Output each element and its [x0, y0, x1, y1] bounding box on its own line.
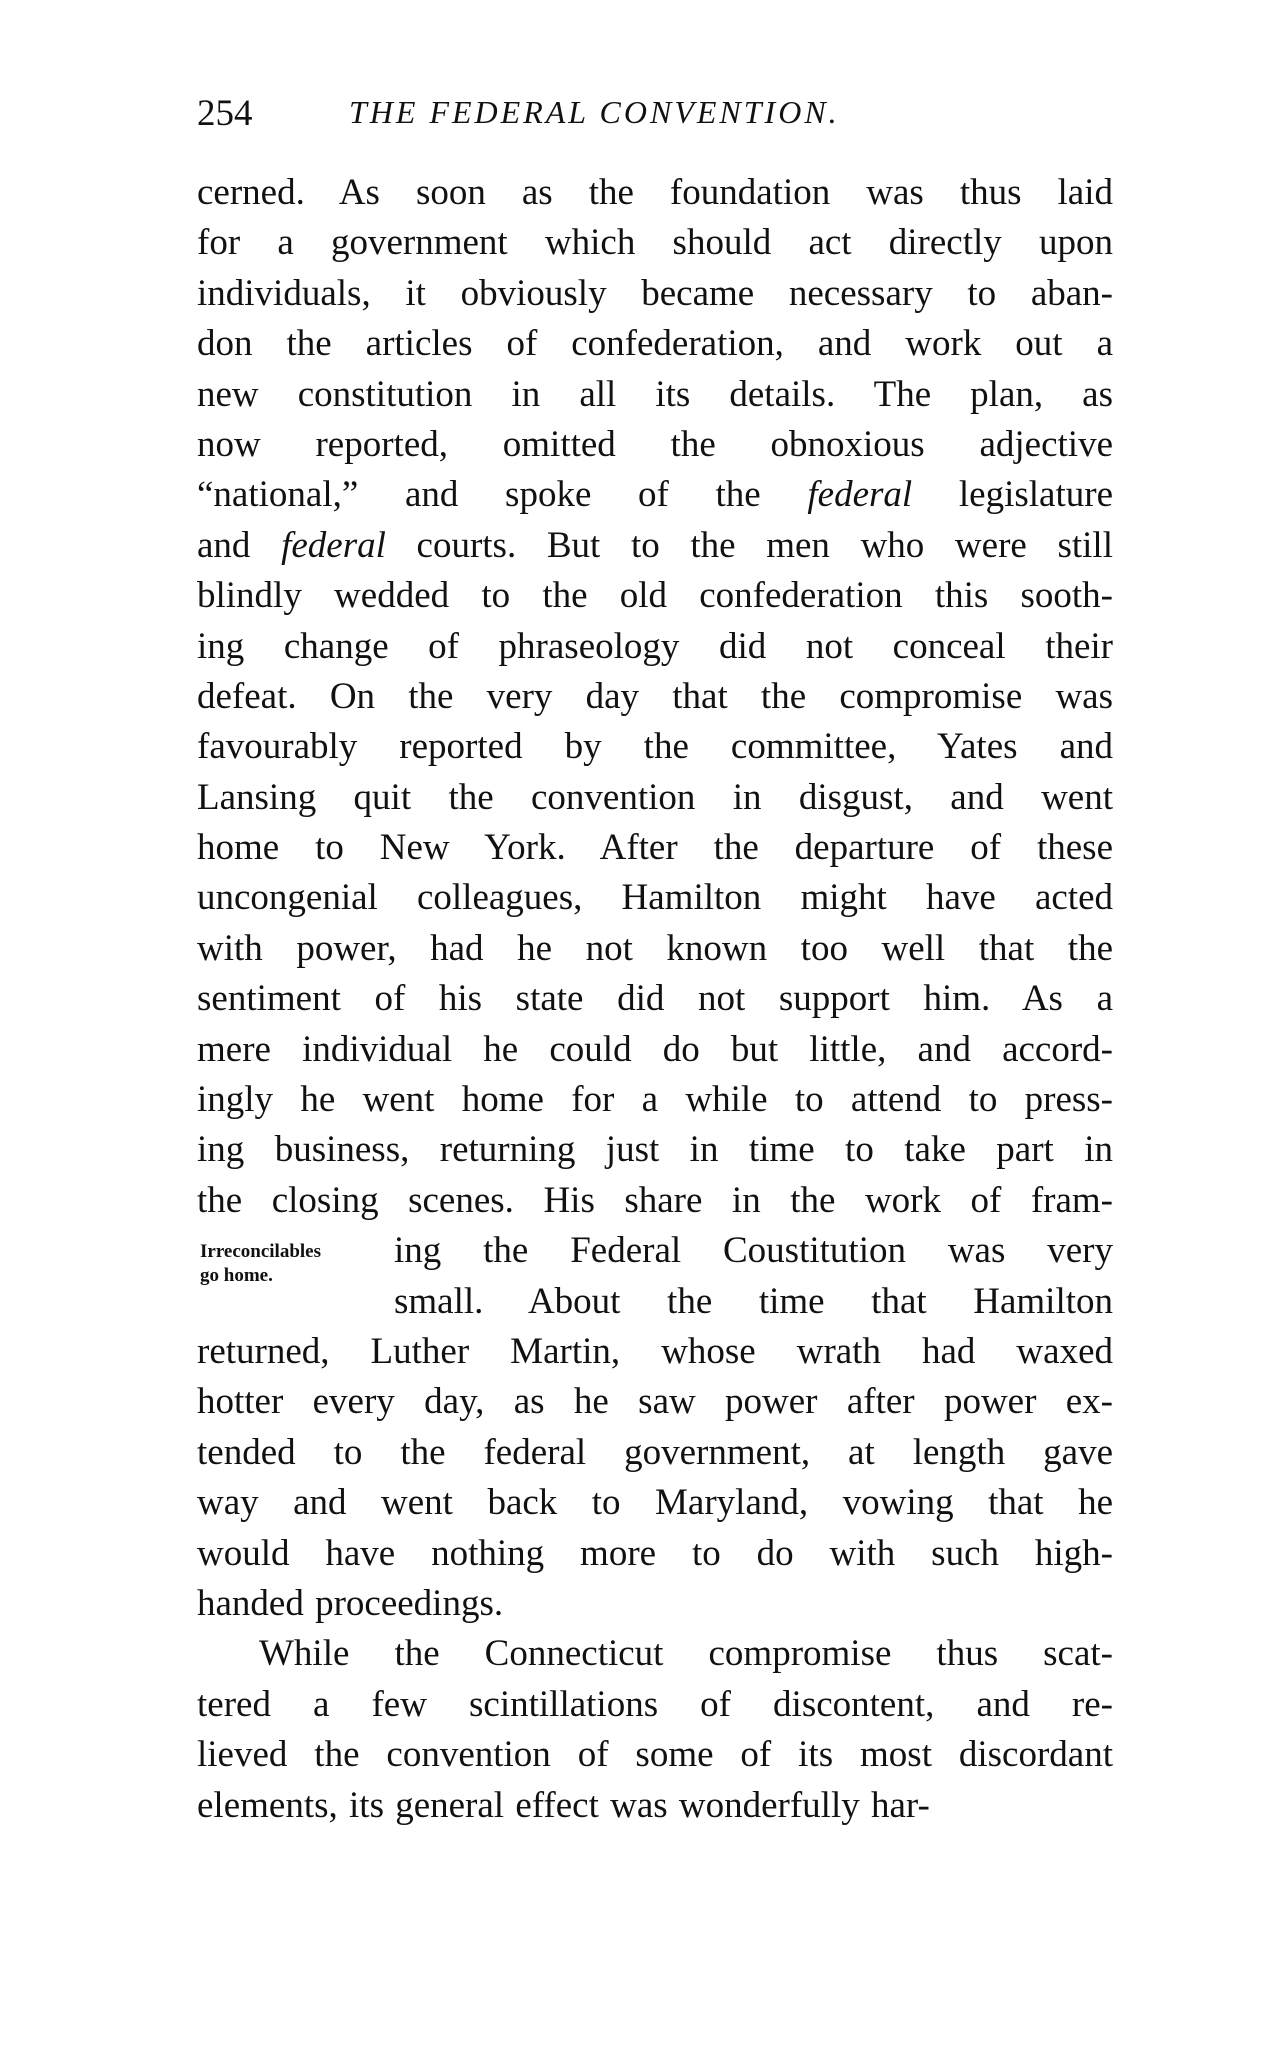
text-segment: lieved the convention of some of its most discordant [197, 1734, 1113, 1776]
text-line [197, 1781, 1113, 1831]
text-segment: the closing scenes. His share in the work of fram- [197, 1179, 1113, 1221]
text-line [197, 1377, 1113, 1427]
text-line [197, 269, 1113, 319]
paragraph [197, 1629, 1113, 1831]
text-segment: now reported, omitted the obnoxious adjective [197, 423, 1113, 465]
running-title: THE FEDERAL CONVENTION. [349, 94, 840, 130]
text-line [197, 1579, 1113, 1629]
text-segment: tered a few scintillations of discontent, and re- [197, 1683, 1113, 1725]
italic-text: federal [281, 524, 386, 566]
text-segment: mere individual he could do but little, and accord- [197, 1028, 1113, 1070]
text-segment: blindly wedded to the old confederation this sooth- [197, 575, 1113, 617]
text-line [197, 873, 1113, 923]
text-line [197, 1075, 1113, 1125]
text-segment: uncongenial colleagues, Hamilton might have acted [197, 877, 1113, 919]
text-line [197, 218, 1113, 268]
text-segment: hotter every day, as he saw power after power ex- [197, 1381, 1113, 1423]
page-number: 254 [197, 93, 253, 134]
text-line [197, 1428, 1113, 1478]
text-line [197, 974, 1113, 1024]
text-segment: way and went back to Maryland, vowing that he [197, 1482, 1113, 1524]
text-line [197, 823, 1113, 873]
text-segment: for a government which should act directly upon [197, 222, 1113, 264]
text-line [197, 1176, 1113, 1226]
text-line [197, 571, 1113, 621]
margin-note-line: Irreconcilables [200, 1241, 322, 1263]
text-line [197, 420, 1113, 470]
text-line [197, 370, 1113, 420]
text-segment: don the articles of confederation, and work out a [197, 323, 1113, 365]
text-line [197, 1226, 1113, 1276]
text-line [197, 521, 1113, 571]
text-segment: While the Connecticut compromise thus scat- [259, 1633, 1113, 1675]
text-segment: defeat. On the very day that the compromise was [197, 675, 1113, 717]
paragraph [197, 168, 1113, 1629]
text-segment: individuals, it obviously became necessary to aban- [197, 272, 1113, 314]
text-line [197, 622, 1113, 672]
text-segment: elements, its general effect was wonderfully har- [197, 1784, 930, 1826]
body-text [197, 168, 1113, 1831]
text-line [197, 1125, 1113, 1175]
margin-note [200, 1240, 321, 1288]
text-line [197, 1327, 1113, 1377]
text-segment: legislature [912, 474, 1113, 516]
text-line [197, 1730, 1113, 1780]
text-segment: would have nothing more to do with such high- [197, 1532, 1113, 1574]
margin-note-line: go home. [200, 1265, 273, 1287]
text-line [197, 470, 1113, 520]
text-segment: courts. But to the men who were still [385, 524, 1113, 566]
text-segment: handed proceedings. [197, 1582, 504, 1624]
text-segment: favourably reported by the committee, Yates and [197, 726, 1113, 768]
italic-text: federal [807, 474, 913, 516]
text-segment: with power, had he not known too well that the [197, 927, 1113, 969]
text-line [197, 924, 1113, 974]
text-line [197, 1277, 1113, 1327]
text-segment: “national,” and spoke of the [197, 474, 808, 516]
text-segment: and [197, 524, 282, 566]
text-segment: sentiment of his state did not support him. As a [197, 978, 1113, 1020]
running-header [197, 92, 1111, 142]
text-segment: tended to the federal government, at length gave [197, 1431, 1113, 1473]
text-segment: cerned. As soon as the foundation was thus laid [197, 172, 1113, 213]
text-line [197, 1529, 1113, 1579]
text-line [197, 672, 1113, 722]
text-segment: home to New York. After the departure of these [197, 827, 1113, 869]
text-line [197, 1025, 1113, 1075]
text-line [197, 722, 1113, 772]
text-segment: new constitution in all its details. The plan, as [197, 373, 1113, 415]
text-segment: small. About the time that Hamilton [394, 1280, 1113, 1322]
text-segment: ing business, returning just in time to take part in [197, 1129, 1113, 1171]
text-line [197, 1629, 1113, 1679]
text-line [197, 773, 1113, 823]
text-line [197, 1680, 1113, 1730]
text-line [197, 168, 1113, 218]
text-line [197, 319, 1113, 369]
text-segment: ing the Federal Coustitution was very [394, 1230, 1113, 1272]
text-segment: Lansing quit the convention in disgust, and went [197, 776, 1113, 818]
text-segment: returned, Luther Martin, whose wrath had waxed [197, 1330, 1113, 1372]
text-segment: ing change of phraseology did not conceal their [197, 625, 1113, 667]
text-segment: ingly he went home for a while to attend to press- [197, 1079, 1113, 1121]
text-line [197, 1478, 1113, 1528]
